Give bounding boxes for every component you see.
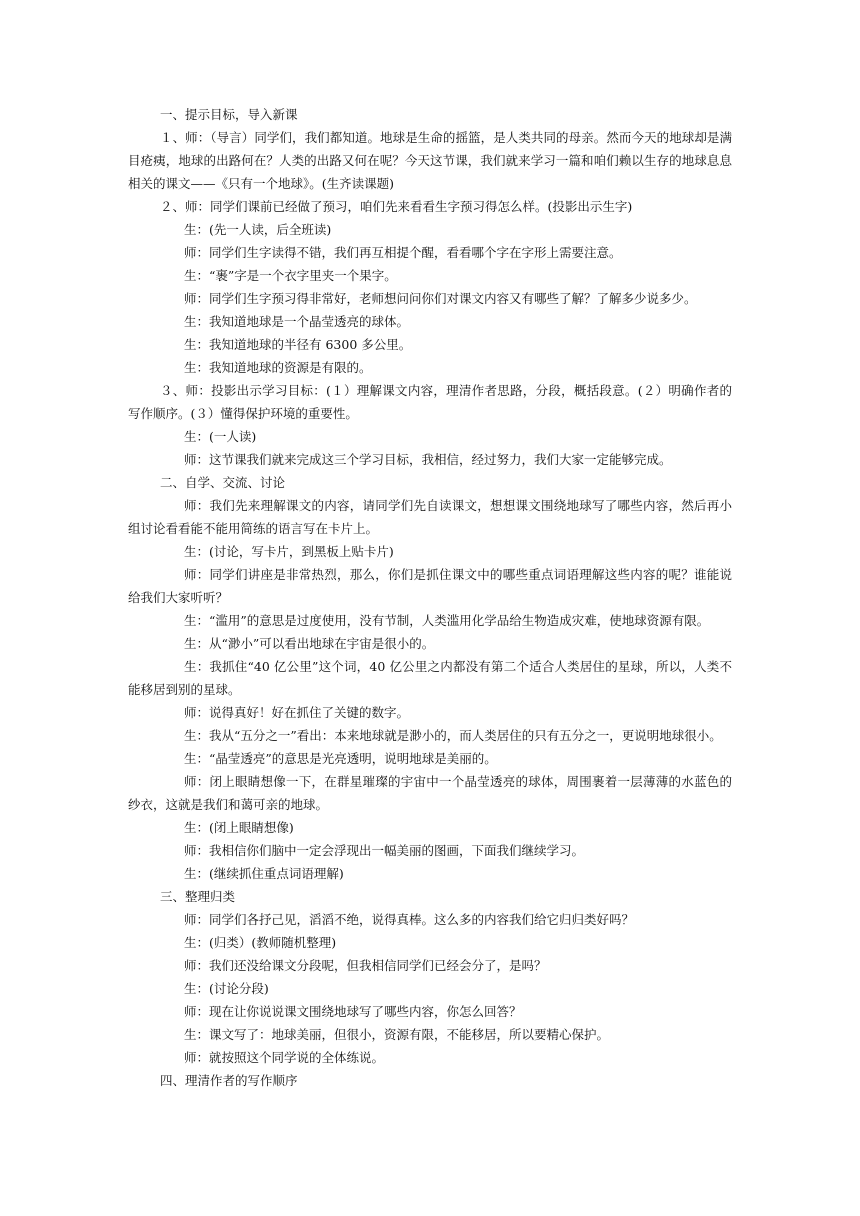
paragraph: 生：从“渺小”可以看出地球在宇宙是很小的。 [184,636,435,651]
section-heading: 三、整理归类 [160,889,236,904]
section-heading: 二、自学、交流、讨论 [160,475,286,490]
paragraph: 生：“滥用”的意思是过度使用，没有节制，人类滥用化学品给生物造成灾难，使地球资源有限。 [184,613,710,628]
paragraph: 生：(归类）(教师随机整理) [184,935,337,950]
paragraph: 生：“裹”字是一个衣字里夹一个果字。 [184,268,397,283]
paragraph: 师：我相信你们脑中一定会浮现出一幅美丽的图画，下面我们继续学习。 [184,843,585,858]
paragraph: 生：我从“五分之一”看出：本来地球就是渺小的，而人类居住的只有五分之一，更说明地球很小。 [184,728,722,743]
paragraph: 生：课文写了：地球美丽，但很小，资源有限，不能移居，所以要精心保护。 [184,1027,610,1042]
paragraph: 生：(继续抓住重点词语理解) [184,866,344,881]
paragraph: 生：我知道地球的半径有 6300 多公里。 [184,337,412,352]
paragraph: 师：现在让你说说课文围绕地球写了哪些内容，你怎么回答？ [184,1004,522,1019]
paragraph: 生：(一人读) [184,429,257,444]
section-heading: 一、提示目标，导入新课 [160,107,298,122]
paragraph: １、师：（导言）同学们，我们都知道。地球是生命的摇篮，是人类共同的母亲。然而今天的地球却是满目疮痍，地球的出路何在？人类的出路又何在呢？今天这节课，我们就来学习一篇和咱们赖以生存的地球息息相关的课文——《只有一个地球》。(生齐读课题) [128,130,732,191]
paragraph: 师：就按照这个同学说的全体练说。 [184,1050,385,1065]
paragraph: 师：这节课我们就来完成这三个学习目标，我相信，经过努力，我们大家一定能够完成。 [184,452,672,467]
section-heading: 四、理清作者的写作顺序 [160,1073,298,1088]
paragraph: 生：(闭上眼睛想像) [184,820,294,835]
paragraph: 生：我抓住“40 亿公里”这个词，40 亿公里之内都没有第二个适合人类居住的星球，所以，人类不能移居到别的星球。 [128,659,732,697]
paragraph: 生：我知道地球是一个晶莹透亮的球体。 [184,314,410,329]
paragraph: 生：我知道地球的资源是有限的。 [184,360,372,375]
paragraph: 生：(讨论分段) [184,981,269,996]
paragraph: ２、师：同学们课前已经做了预习，咱们先来看看生字预习得怎么样。(投影出示生字) [160,199,633,214]
paragraph: 生：“晶莹透亮”的意思是光亮透明，说明地球是美丽的。 [184,751,497,766]
paragraph: 生：(讨论，写卡片，到黑板上贴卡片) [184,544,394,559]
paragraph: 生：(先一人读，后全班读) [184,222,332,237]
paragraph: 师：闭上眼睛想像一下，在群星璀璨的宇宙中一个晶莹透亮的球体，周围裹着一层薄薄的水蓝色的纱衣，这就是我们和蔼可亲的地球。 [128,774,732,812]
lesson-plan-body [128,103,732,1092]
paragraph: 师：同学们生字预习得非常好，老师想问问你们对课文内容又有哪些了解？了解多少说多少。 [184,291,697,306]
paragraph: ３、师：投影出示学习目标：(１）理解课文内容，理清作者思路，分段，概括段意。(２）明确作者的写作顺序。(３）懂得保护环境的重要性。 [128,383,732,421]
paragraph: 师：我们先来理解课文的内容，请同学们先自读课文，想想课文围绕地球写了哪些内容，然后再小组讨论看看能不能用简练的语言写在卡片上。 [128,498,732,536]
paragraph: 师：说得真好！好在抓住了关键的数字。 [184,705,410,720]
paragraph: 师：同学们各抒己见，滔滔不绝，说得真棒。这么多的内容我们给它归归类好吗？ [184,912,635,927]
paragraph: 师：同学们讲座是非常热烈，那么，你们是抓住课文中的哪些重点词语理解这些内容的呢？谁能说给我们大家听听？ [128,567,732,605]
paragraph: 师：同学们生字读得不错，我们再互相提个醒，看看哪个字在字形上需要注意。 [184,245,622,260]
paragraph: 师：我们还没给课文分段呢，但我相信同学们已经会分了，是吗？ [184,958,547,973]
